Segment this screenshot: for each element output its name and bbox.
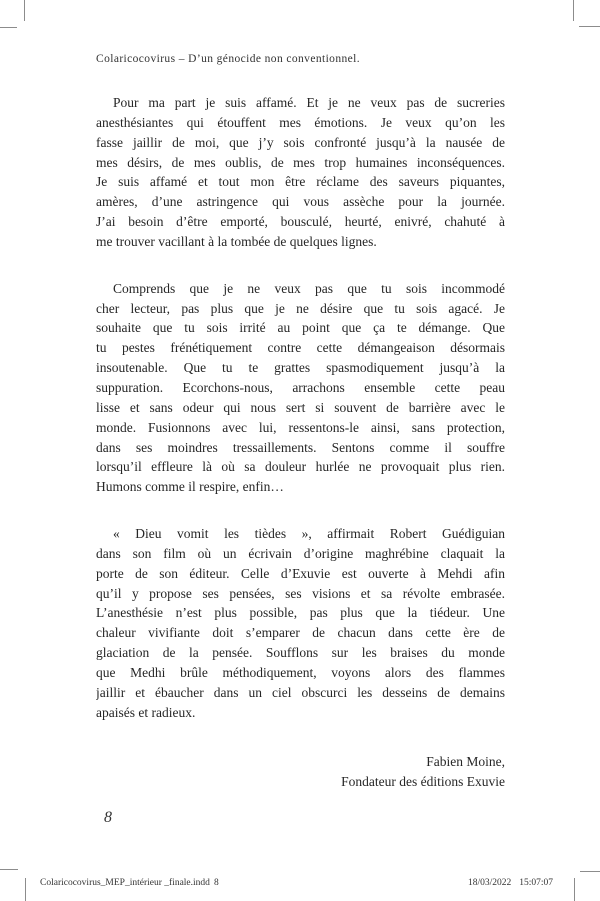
text-line: souhaite que tu sois irrité au point que ça te démange. Que xyxy=(96,320,505,336)
signature-block xyxy=(96,752,505,792)
text-line: glaciation de la pensée. Soufflons sur les braises du monde xyxy=(96,645,505,661)
slug-filename: Colaricocovirus_MEP_intérieur _finale.indd xyxy=(40,878,210,888)
crop-mark-bottom-left-vertical xyxy=(25,878,26,901)
text-line: tu pestes frénétiquement contre cette démangeaison désormais xyxy=(96,340,505,356)
text-line: J’ai besoin d’être emporté, bousculé, heurté, enivré, chahuté à xyxy=(96,214,505,230)
crop-mark-bottom-right-horizontal xyxy=(580,871,600,872)
text-line: monde. Fusionnons avec lui, ressentons-le ainsi, sans protection, xyxy=(96,419,505,435)
text-line: qu’il y propose ses pensées, ses visions et sa révolte embrasée. xyxy=(96,585,505,601)
crop-mark-bottom-left-horizontal xyxy=(0,869,18,870)
slug-datetime xyxy=(468,878,553,888)
signature-name: Fabien Moine, xyxy=(426,754,505,769)
slug-page-ref: 8 xyxy=(214,878,219,888)
slug-date: 18/03/2022 xyxy=(467,878,512,888)
text-line: cher lecteur, pas plus que je ne désire que tu sois agacé. Je xyxy=(96,300,505,316)
text-line: chaleur vivifiante doit s’emparer de chacun dans cette ère de xyxy=(96,625,505,641)
text-line: « Dieu vomit les tièdes », affirmait Robert Guédiguian xyxy=(113,526,505,542)
text-line: Je suis affamé et tout mon être réclame des saveurs piquantes, xyxy=(96,174,505,190)
text-line: L’anesthésie n’est plus possible, pas plus que la tiédeur. Une xyxy=(96,605,505,621)
signature-title: Fondateur des éditions Exuvie xyxy=(341,773,505,789)
paragraph-2 xyxy=(96,279,505,497)
text-line: mes désirs, de mes oublis, de mes trop humaines inconséquences. xyxy=(96,154,505,170)
paragraph-3 xyxy=(96,524,505,722)
paragraph-1 xyxy=(96,93,505,252)
text-line: apaisés et radieux. xyxy=(96,704,196,720)
text-line: que Medhi brûle méthodiquement, voyons alors des flammes xyxy=(96,664,505,680)
text-line: fasse jaillir de moi, que j’y sois confronté jusqu’à la nausée de xyxy=(96,134,505,150)
crop-mark-top-right-horizontal xyxy=(579,26,600,27)
text-line: Humons comme il respire, enfin… xyxy=(96,479,284,495)
slug-time: 15:07:07 xyxy=(519,878,553,888)
text-line: me trouver vacillant à la tombée de quelques lignes. xyxy=(96,233,377,249)
text-line: Comprends que je ne veux pas que tu sois incommodé xyxy=(113,280,505,296)
text-line: porte de son éditeur. Celle d’Exuvie est ouverte à Mehdi afin xyxy=(96,565,505,581)
crop-mark-top-left-horizontal xyxy=(0,27,17,28)
text-line: Pour ma part je suis affamé. Et je ne veux pas de sucreries xyxy=(113,95,505,110)
text-line: lorsqu’il effleure là où sa douleur hurlée ne provoquait plus rien. xyxy=(96,459,505,475)
text-line: suppuration. Ecorchons-nous, arrachons ensemble cette peau xyxy=(96,379,505,395)
running-header: Colaricocovirus – D’un génocide non conventionnel. xyxy=(96,53,360,65)
text-line: jaillir et ébaucher dans un ciel obscurci les desseins de demains xyxy=(96,684,505,700)
text-line: anesthésiantes qui étouffent mes émotions. Je veux qu’on les xyxy=(96,114,505,130)
crop-mark-top-left-vertical xyxy=(24,0,25,21)
body-text-block xyxy=(96,93,505,722)
text-line: amères, d’une astringence qui vous assèche pour la journée. xyxy=(96,194,505,210)
text-line: insoutenable. Que tu te grattes spasmodiquement jusqu’à la xyxy=(96,360,505,376)
text-line: lisse et sans odeur qui nous sert si souvent de barrière avec le xyxy=(96,399,505,415)
page-number: 8 xyxy=(104,809,112,826)
crop-mark-bottom-right-vertical xyxy=(574,878,575,901)
text-line: dans ses moindres tressaillements. Sentons comme il souffre xyxy=(96,439,505,455)
text-line: dans son film où un écrivain d’origine maghrébine claquait la xyxy=(96,545,505,561)
crop-mark-top-right-vertical xyxy=(573,0,574,21)
